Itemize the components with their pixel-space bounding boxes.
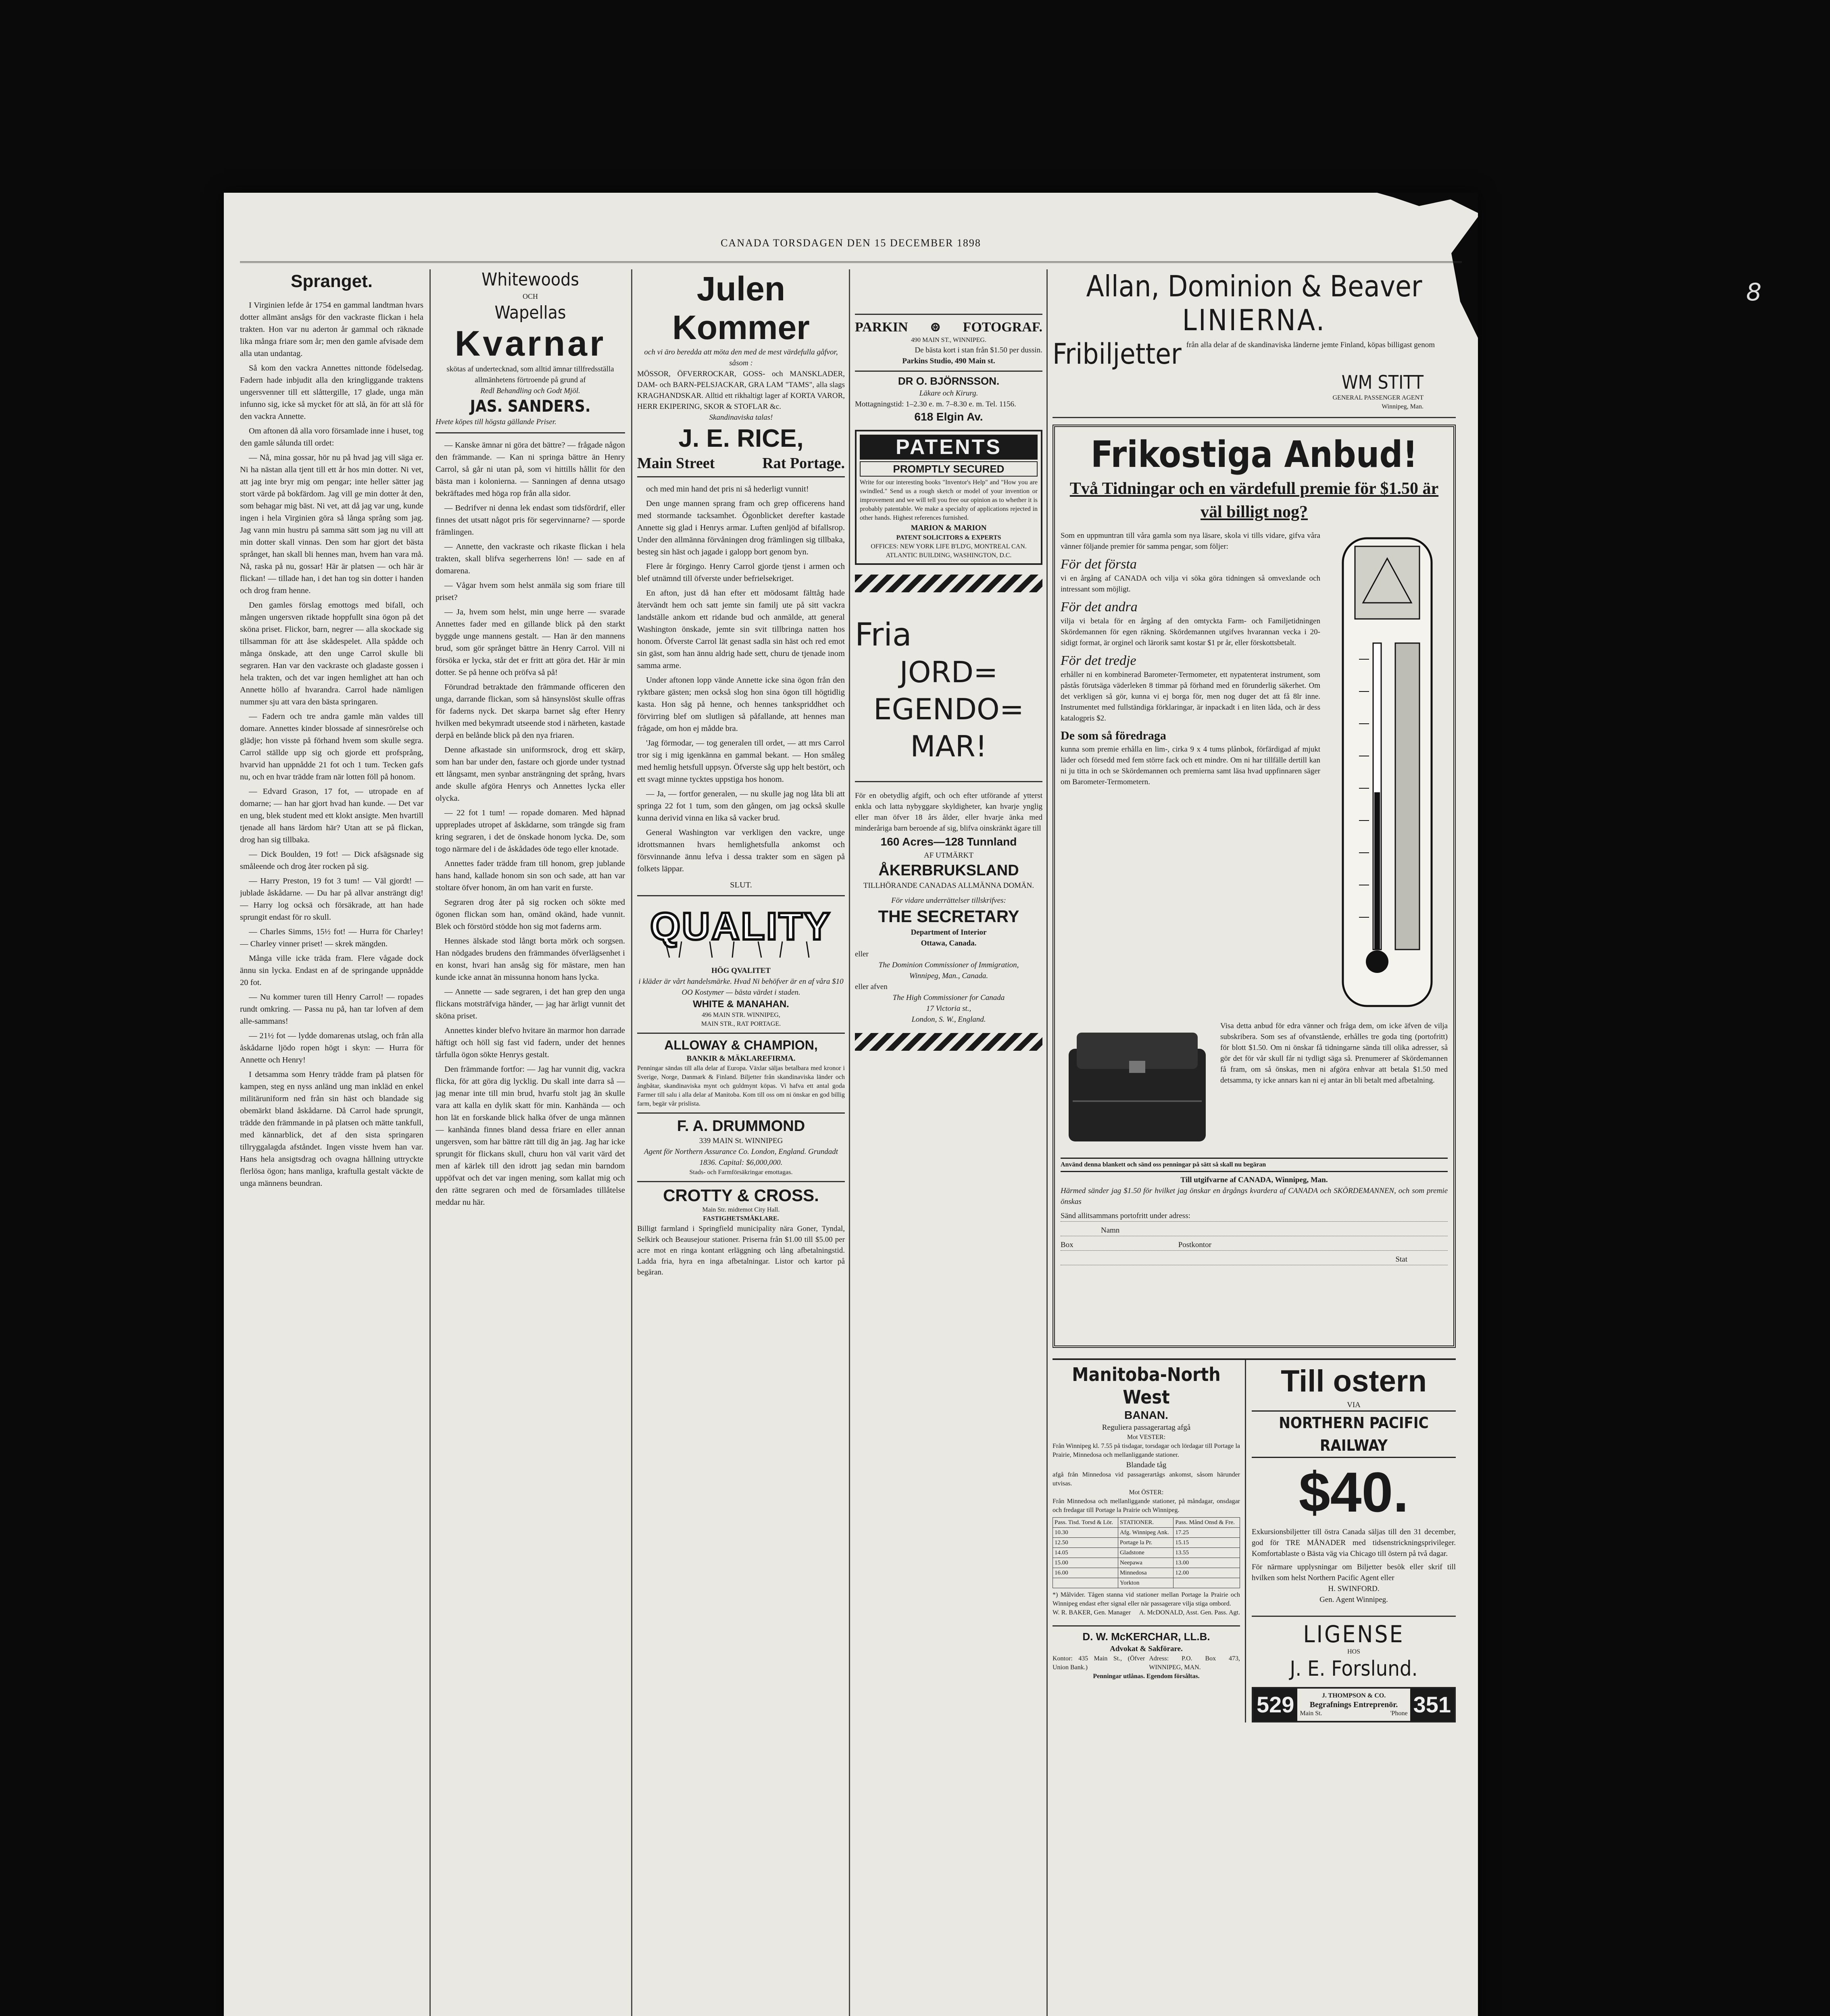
story-paragraph: Så kom den vackra Annettes nittonde födelsedag. Fadern hade inbjudit alla den kringliggande traktens ungersvenner till ett slåttergille, 17 glade, unga män infunno sig, icke så mycket för att slå, än för att slå för den vackra Annette. [240,364,423,421]
story-paragraph: Segraren drog åter på sig rocken och sökte med ögonen flickan som han, omänd okänd, hade vunnit. Blek och förstörd stödde hon sig mot faderns arm. [436,898,625,931]
till-ostern: Till ostern [1281,1364,1427,1398]
frik-3-body: erhåller ni en kombinerad Barometer-Termometer, ett nypatenterat instrument, som påstås förutsäga väderleken 8 timmar på förhand med en förunderlig säkerhet. Om det verkligen så gör, kunna vi ej borga för, men nog duger det att få 8lr inne. Instrumentet med fullständiga förklaringar, är inpackadt i en liten låda, och är dess katalogpris $2. [1061,671,1320,723]
fria-high-city: London, S. W., England. [911,1015,986,1024]
np-more: För närmare upplysningar om Biljetter besök eller skrif till hvilken som helst Northern Pacific Agent eller [1252,1563,1456,1582]
stitt-city: Winnipeg, Man. [1382,403,1424,410]
frik-title: Frikostiga Anbud! [1090,433,1418,476]
frik-form-stat[interactable]: Stat [1061,1254,1448,1265]
timetable-cell: 17.25 [1173,1528,1240,1538]
crotty-addr: Main Str. midtemot City Hall. [702,1206,780,1213]
mnw-baker: W. R. BAKER, Gen. Manager [1053,1609,1131,1616]
story-paragraph: Annettes fader trädde fram till honom, grep jublande hans hand, kallade honom sin son och sade, att han var stoltare öfver honom, än om han varit en furste. [436,859,625,892]
thompson-num2: 351 [1410,1689,1454,1721]
story-paragraph: — Annette, den vackraste och rikaste flickan i hela trakten, skall blifva segerherrens lön! — sade en af domarena. [436,542,625,575]
frib-body: från alla delar af de skandinaviska länderne jemte Finland, köpas billigast genom [1186,341,1435,349]
timetable-cell: Gladstone [1118,1548,1173,1558]
thompson-street: Main St. [1300,1710,1322,1717]
column-5 [1053,269,1456,2016]
timetable-cell: 15.00 [1053,1558,1118,1568]
timetable-cell: 13.55 [1173,1548,1240,1558]
patents-sub: PROMPTLY SECURED [860,461,1038,477]
allan-advert [1053,269,1456,418]
timetable-cell: Afg. Winnipeg Ank. [1118,1528,1173,1538]
parkin-name: PARKIN [855,320,908,335]
mill-ad-title: Kvarnar [454,323,606,363]
story-paragraph: Under aftonen lopp vände Annette icke sina ögon från den ryktbare gästen; men också slog hon sina ögon till högtidlig kasta. Hon såg på henne, och hennes tankspriddhet och förvirring blef om slutligen så påfallande, att hennes man frågade, om hon ej mådde bra. [637,676,845,733]
patents-firm: MARION & MARION [911,524,987,532]
timetable-head: STATIONER. [1118,1518,1173,1528]
timetable-cell: 13.00 [1173,1558,1240,1568]
story-paragraph: Den gamles förslag emottogs med bifall, och mången ungersven riktade hoppfullt sina ögon på det sköna priset. Flickor, barn, negrer — alla skockade sig tillsamman för att åse skådespelet. Alla spådde och många önskade, att den unge Carrol skulle bli segraren. Han var den vackraste och gladaste gossen i hela trakten, och det var ingen hemlighet att han och Annette höllo af hvarandra. Carrol hade nämligen nummer sju att vara den bästa springaren. [240,601,423,706]
frik-2-body: vilja vi betala för en årgång af den omtyckta Farm- och Familjetidningen Skördemannen för egen räkning. Skördemannen utgifves hvarannan vecka i 20-sidigt format, är orginel och lärorik samt kostar $1 pr år, eller förskottsbetalt. [1061,617,1320,647]
timetable-cell: 12.00 [1173,1568,1240,1578]
mnw-body5: Från Minnedosa och mellanliggande stationer, på måndagar, onsdagar och fredagar till Portage la Prairie och Winnipeg. [1053,1498,1240,1514]
column-rule [1046,269,1048,2016]
story-paragraph: En afton, just då han efter ett mödosamt fälttåg hade återvändt hem och satt jemte sin familj ute på sitt vackra landställe ankom ett ridande bud och anmälde, att general Washington önskade, jemte sin svit tillbringa natten hos honom. Öfverste Carrol lät genast sadla sin häst och red emot sin gäst, som han ännu aldrig hade sett, churu de tjenade inom samma arme. [637,589,845,670]
fria-domain: TILLHÖRANDE CANADAS ALLMÄNNA DOMÄN. [863,881,1034,890]
bjornson-advert [855,371,1042,424]
story-paragraph: 'Jag förmodar, — tog generalen till ordet, — att mrs Carrol tror sig i mig igenkänna en gammal bekant. — Hon småleg med hemlig hetsfull uppsyn. Öfverste såg upp helt bestört, och ett svagt minne tycktes uppstiga hos honom. [637,739,845,784]
mcker-addr: Adress: P.O. Box 473, WINNIPEG, MAN. [1149,1655,1240,1671]
story-paragraph: — Fadern och tre andra gamle män valdes till domare. Annettes kinder blossade af sinnesrörelse och glädje; hon visste på förhand hvem som skulle segra. Carrol ställde upp sig och gjorde ett profsprång, hvarvid han uppnådde 21 fot och 1 tum. Tecken gafs nu, och en hvar trädde fram när lotten föll på honom. [240,712,423,781]
torn-corner [1377,193,1478,215]
mill-ad-line3: Wapellas [494,302,566,323]
column-4 [855,269,1042,2016]
crotty-body: Billigt farmland i Springfield municipality nära Goner, Tyndal, Selkirk och Beausejour stationer. Priserna från $1.00 till $5.00 per acre mot en ringa kontant erläggning och lång afbetalningstid. Ladda fria, hyra en inga afbetalningar. Listor och kartor på begäran. [637,1225,845,1277]
fria-line1: Fria [855,617,912,653]
timetable-row [1053,1568,1240,1578]
np-body: Exkursionsbiljetter till östra Canada säljas till den 31 december, god för TRE MÅNADER med tidsenstrickningsprivileger. Komfortablaste o Bästa väg via Chicago till östern på två dagar. [1252,1528,1456,1558]
story-paragraph: — Ja, — fortfor generalen, — nu skulle jag nog låta bli att springa 22 fot 1 tum, som den gången, om jag också skulle kunna derivid vinna en lika så vacker brud. [637,789,845,823]
quality-name: WHITE & MANAHAN. [693,999,789,1010]
fria-comm-city: Winnipeg, Man., Canada. [909,972,988,980]
story-paragraph: Om aftonen då alla voro församlade inne i huset, tog den gamle sålunda till ordet: [240,427,423,448]
bjornson-hours: Mottagningstid: 1–2.30 e. m. 7–8.30 e. m. Tel. 1156. [855,400,1016,408]
crotty-sub: FASTIGHETSMÄKLARE. [703,1215,779,1222]
rice-ad-sub: och vi äro beredda att möta den med de mest värdefulla gåfvor, såsom : [644,348,838,367]
frib-word: Fribiljetter [1053,337,1182,371]
rice-ad-lang: Skandinaviska talas! [709,413,773,422]
timetable-cell: 14.05 [1053,1548,1118,1558]
patents-addr: OFFICES: NEW YORK LIFE B'LD'G, MONTREAL CAN. ATLANTIC BUILDING, WASHINGTON, D.C. [871,543,1027,559]
story-paragraph: — Annette — sade segraren, i det han grep den unga flickans motsträfviga händer, — jag har ärligt vunnit det sköna priset. [436,987,625,1020]
fria-body: För en obetydlig afgift, och och efter utförande af ytterst enkla och latta nybyggare skyldigheter, kan hvarje ynglig eller man öfver 18 års ålder, eller hvarje änka med minderåriga barn beroende af sig, blifva oinskränkt ägare till [855,791,1042,833]
mnw-body2: Mot VESTER: [1127,1434,1166,1441]
story-paragraph: I Virginien lefde år 1754 en gammal landtman hvars dotter allmänt ansågs för den vackraste flickan i hela trakten. Hon var nu aderton år gammal och räknade lika många friare som år; men den gamle afvisade dem alla utan undantag. [240,301,423,358]
frik-form-namn[interactable]: Namn [1061,1225,1448,1236]
story-paragraph: — Nu kommer turen till Henry Carrol! — ropades rundt omkring. — Passa nu på, han tar lofven af dem alle-sammans! [240,993,423,1026]
mill-ad-name: JAS. SANDERS. [470,397,591,416]
wallet-illustration [1061,1020,1214,1154]
allan-sub: LINIERNA. [1182,303,1326,337]
fria-advert [855,575,1042,1051]
mill-ad-body: skötas af undertecknad, som alltid ämnar tillfredsställa allmänhetens förtroende på grund af [446,365,614,384]
story-paragraph: General Washington var verkligen den vackre, unge idrottsmannen hvars hemlighetsfulla ankomst och försvinnande ännu lefva i dessa trakter som en sägen på folkets läppar. [637,828,845,873]
frik-form-box[interactable]: Box [1061,1241,1073,1249]
alloway-title: ALLOWAY & CHAMPION, [664,1038,818,1052]
timetable-row [1053,1538,1240,1548]
mill-advert [436,269,625,433]
story-paragraph: Annettes kinder blefvo hvitare än marmor hon darrade häftigt och höll sig fast vid fadern, under det hennes tårfulla ögon sökte Henrys gestalt. [436,1026,625,1059]
quality-addr2: MAIN STR., RAT PORTAGE. [701,1020,781,1027]
frik-form-body: Härmed sänder jag $1.50 för hvilket jag önskar en årgångs kvardera af CANADA och SKÖRDEMANNEN, och som premie önskas [1061,1187,1448,1206]
drummond-addr: 339 MAIN St. WINNIPEG [699,1137,783,1145]
fria-comm: The Dominion Commissioner of Immigration, [878,961,1019,969]
story-paragraph: — Bedrifver ni denna lek endast som tidsfördrif, eller finnes det utsatt något pris för segervinnarne? — sporde främlingen. [436,504,625,537]
stitt-title: GENERAL PASSENGER AGENT [1332,394,1424,401]
frik-form-sand: Sänd allitsammans portofritt under adress: [1061,1210,1448,1222]
license-advert [1252,1616,1456,1681]
thompson-name: J. THOMPSON & CO. [1321,1692,1386,1699]
column-story-2 [436,269,625,2016]
alloway-sub: BANKIR & MÄKLAREFIRMA. [686,1054,796,1063]
fria-line4: MAR! [910,729,987,763]
stitt-name: WM STITT [1341,371,1424,393]
timetable-head: Pass. Månd Onsd & Fre. [1173,1518,1240,1528]
bjornson-name: DR O. BJÖRNSSON. [898,375,1000,387]
quality-body: i kläder är vårt handelsmärke. Hvad Ni behöfver är en af våra $10 OO Kostymer — bästa värdet i staden. [638,977,844,997]
drummond-name: F. A. DRUMMOND [677,1118,805,1135]
frik-sub: Två Tidningar och en värdefull premie för $1.50 är väl billigt nog? [1069,479,1439,521]
frik-form-note: Använd denna blankett och sänd oss penningar på sätt så skall nu begäran [1061,1158,1448,1172]
drummond-advert [637,1112,845,1177]
fria-eller1: eller [855,950,869,958]
drummond-body: Agent för Northern Assurance Co. London, England. Grundadt 1836. Capital: $6,000,000. [644,1148,838,1167]
parkin-addr: 490 MAIN ST., WINNIPEG. [911,337,986,344]
masthead: CANADA TORSDAGEN DEN 15 DECEMBER 1898 [240,237,1462,263]
rice-ad-city: Rat Portage. [762,455,845,472]
story-paragraph: Flere år förgingo. Henry Carrol gjorde tjenst i armen och blef utnämnd till öfverste under befrielsekriget. [637,562,845,583]
timetable-head: Pass. Tisd. Torsd & Lör. [1053,1518,1118,1528]
quality-addr1: 496 MAIN STR. WINNIPEG, [702,1012,780,1018]
timetable-cell [1173,1578,1240,1588]
mnw-oster: Mot ÖSTER: [1129,1489,1164,1496]
thompson-num1: 529 [1253,1689,1297,1721]
timetable-cell: 12.50 [1053,1538,1118,1548]
parkin-body: De bästa kort i stan från $1.50 per dussin. [915,346,1042,354]
story-paragraph: — Kanske ämnar ni göra det bättre? — frågade någon den främmande. — Kan ni springa bättre än Henry Carrol, så går ni utan på, som vi hittills hållit för den bästa man i kolonierna. — Sanningen af denna utsago bekräftades med höga rop från alla sidor. [436,441,625,498]
story-paragraph: — Ja, hvem som helst, min unge herre — svarade Annettes fader med en gillande blick på den starkt byggde unge mannens gestalt. — Han är den mannens brud, som gör språnget bättre än Henry Carrol. Vill ni försöka er lycka, står det er fritt att göra det. Här är min dotter. Se på henne och pröfva så på! [436,608,625,677]
fria-city: Ottawa, Canada. [921,939,977,948]
mnw-title: Manitoba-North West [1072,1364,1221,1408]
patents-firm-sub: PATENT SOLICITORS & EXPERTS [896,534,1001,541]
fria-line2: JORD= [899,655,998,689]
drummond-note: Stads- och Farmförsäkringar emottagas. [689,1169,793,1176]
frik-visa: Visa detta anbud för edra vänner och fråga dem, om icke äfven de vilja subskribera. Som ses af ofvanstående, erhålles tre goda ting (portofritt) för blott $1.50. Om ni önskar få tidningarne sända till olika adresser, så gör det för vår skull får ni tydligt säga så. Prenumerer af Skördemannen få fram, om så önskas, men ni afgöra enhvar att betala $1.50 med detsamma, ty icke annars kan ni ej antar än bli betalt med afbetalning. [1220,1022,1448,1085]
fria-line3: EGENDO= [873,692,1024,726]
thompson-phone-label: 'Phone [1390,1710,1408,1717]
np-agent-title: Gen. Agent Winnipeg. [1319,1595,1388,1604]
mnw-mcdonald: A. McDONALD, Asst. Gen. Pass. Agt. [1139,1609,1240,1616]
mill-ad-line1: Whitewoods [481,269,579,290]
quality-advert [637,895,845,1029]
rice-ad-items: MÖSSOR, ÖFVERROCKAR, GOSS- och MANSKLADER, DAM- och BARN-PELSJACKAR, GRA LAM "TAMS", alla slags KRAGHANDSKAR. Alltid ett rikhaltigt lager af KORTA VAROR, HERR EKIPERING, SKOR & STOFLAR &c. [637,370,845,411]
quality-sub: HÖG QVALITET [711,966,771,975]
story-paragraph: I detsamma som Henry trädde fram på platsen för kampen, steg en nyss anländ ung man inkläd en enkel militäruniform ned från sin häst och blandade sig obemärkt bland åskådarne. Då Carrol hade sprungit, trädde den främmande in på platsen och mätte tankfull, med kännarblick, det af den sista springaren tillryggalagda afståndet. Ingen visste hvem han var. Hans hela ansigtsdrag och ovagna hållning uttryckte flerlösa ögon; hans manliga, kraftulla gestalt väckte de unga männens beundran. [240,1070,423,1188]
fria-acres: 160 Acres—128 Tunnland [880,835,1017,848]
story-paragraph: Denne afkastade sin uniformsrock, drog ett skärp, som han bar under den, fastare och gjorde under tystnad ett långsamt, men synbar ansträngning det språng, hvars ande skulle afgöra Henrys och Annettes lycka eller olycka. [436,746,625,803]
frik-1-body: vi en årgång af CANADA och vilja vi söka göra tidningen så omvexlande och intressant som möjligt. [1061,574,1320,594]
fria-high: The High Commissioner for Canada [892,993,1005,1002]
barometer-thermometer-illustration [1327,530,1448,1014]
fria-more: För vidare underrättelser tillskrifves: [891,896,1006,905]
mnw-body3: Från Winnipeg kl. 7.55 på tisdagar, torsdagar och lördagar till Portage la Prairie, Minnedosa och mellanliggande stationer. [1053,1443,1240,1458]
fria-utmarkt: AF UTMÄRKT [924,851,973,860]
camera-icon: ⊛ [930,320,941,335]
frik-3-head: För det tredje [1061,653,1136,668]
mnw-body4: afgå från Minnedosa vid passagerartågs ankomst, såsom härunder utvisas. [1053,1471,1240,1487]
quality-illustration [637,901,845,962]
timetable-cell: 15.15 [1173,1538,1240,1548]
story-paragraph: — Vågar hvem som helst anmäla sig som friare till priset? [436,581,625,602]
story-paragraph: Förundrad betraktade den främmande officeren den unga, darrande flickan, som så hänsynslöst skulle offras för faderns nyck. Det skarpa barnet såg efter Henry hvilken med bekymradt utseende stod i närheten, kastade derpå en belånde blick på den nya friaren. [436,683,625,740]
story-paragraph: — 21½ fot — lydde domarenas utslag, och från alla åskådarne ljödo ropen högt i skyn: — Hurra för Annette och Henry! [240,1031,423,1064]
license-hos: HOS [1347,1648,1360,1655]
mill-ad-note: Hvete köpes till högsta gällande Priser. [436,418,557,426]
timetable-cell [1053,1578,1118,1588]
patents-title: PATENTS [860,435,1038,460]
mnw-sub: BANAN. [1124,1409,1168,1421]
story-end: SLUT. [730,881,752,889]
license-name: J. E. Forslund. [1290,1657,1418,1681]
np-agent: H. SWINFORD. [1328,1585,1380,1593]
thompson-kind: Begrafnings Entreprenör. [1309,1700,1398,1709]
fria-dept: Department of Interior [911,928,987,937]
fria-high-addr: 17 Victoria st., [926,1004,971,1013]
mcker-note: Penningar utlånas. Egendom försåltas. [1093,1673,1200,1680]
timetable-row [1053,1548,1240,1558]
rice-ad-street: Main Street [637,455,715,472]
timetable-row [1053,1558,1240,1568]
via: VIA [1347,1401,1361,1409]
timetable-row [1053,1528,1240,1538]
thompson-advert [1252,1687,1456,1722]
timetable-cell: Portage la Pr. [1118,1538,1173,1548]
crotty-name: CROTTY & CROSS. [663,1186,819,1205]
timetable [1053,1517,1240,1588]
allan-title: Allan, Dominion & Beaver [1086,269,1422,303]
timetable-cell: 10.30 [1053,1528,1118,1538]
crotty-advert [637,1181,845,1278]
column-story-1 [240,269,423,2016]
story-paragraph: Många ville icke träda fram. Flere vågade dock ännu sin lycka. Endast en af de springande uppnådde 20 fot. [240,954,423,987]
alloway-body: Penningar sändas till alla delar af Europa. Växlar säljas betalbara med kronor i Sverige, Norge, Danmark & Finland. Biljetter från skandinaviska länder och ångbåtar, skandinaviska mynt och guldmynt köpas. Vi hafva ett antal goda Farmer till salu i alla delar af Manitoba. Kom till oss om ni önskar en god billig farm, begär vår prislista. [637,1065,845,1107]
frik-form-to: Till utgifvarne af CANADA, Winnipeg, Man. [1180,1176,1328,1184]
frikostiga-advert [1053,425,1456,1348]
rice-ad-name: J. E. RICE, [678,425,804,452]
story-paragraph: Den främmande fortfor: — Jag har vunnit dig, vackra flicka, för att göra dig lycklig. Du skall inte darra så — jag menar inte till min brud, hvarfu stolt jag än skulle vara att kalla en dylik skatt för min. Kanhända — och hon lät en forskande blick halka öfver de unga männen — kanhända finnes bland dessa friare en eller annan ungersven, som har bättre rätt till dig än jag. Jag har icke sprungit för flickans skull, churu hon väl varit värd det men af kärlek till den idrott jag sedan min barndom uppöfvat och det var ingen mening, som kallat mig och den rätte segraren och med de församlades tillåtelse meddar nu här. [436,1065,625,1207]
fria-sec: THE SECRETARY [878,907,1019,926]
price: $40. [1299,1460,1409,1524]
story-paragraph: — Harry Preston, 19 fot 3 tum! — Väl gjordt! — jublade åskådarne. — Du har på allvar ansträngt dig! — Harry log ocksä och försäkrade, att han hade sprungit endast för ro skull. [240,877,423,922]
story-title: Spranget. [291,271,373,291]
mnw-blandade: Blandade tåg [1126,1461,1167,1469]
timetable-cell: Minnedosa [1118,1568,1173,1578]
parkin-kind: FOTOGRAF. [963,320,1042,335]
frik-4-body: kunna som premie erhålla en lim-, cirka 9 x 4 tums plånbok, förfärdigad af mjukt läder och försedd med fem större fack och ett mindre. Om ni har tillfälle dertill kan ni ju titta in och se Skördemannen och premierna samt läsa hvad uppfinnaren säger om Barometer-Termometern. [1061,745,1320,786]
patents-advert [855,430,1042,565]
rice-ad-title: Julen Kommer [672,270,810,346]
mnw-note: *) Målvider. Tågen stanna vid stationer mellan Portage la Prairie och Winnipeg endast efter signal eller när passagerare vilja stiga ombord. [1053,1591,1240,1607]
timetable-cell: Neepawa [1118,1558,1173,1568]
mckerchar-advert [1053,1625,1240,1681]
frik-4-head: De som så föredraga [1061,729,1166,742]
mnw-advert [1053,1360,1246,1722]
ornament-border [855,1033,1042,1051]
mnw-body1: Reguliera passagerartag afgå [1102,1423,1191,1432]
mcker-name: D. W. McKERCHAR, LL.B. [1082,1631,1210,1643]
frik-2-head: För det andra [1061,600,1138,614]
quality-word: QUALITY [650,905,832,948]
alloway-advert [637,1033,845,1108]
story-paragraph: Hennes älskade stod långt borta mörk och sorgsen. Han nödgades brudens den främmandes öfverlägsenhet i en konst, hvari han ansåg sig för mästare, men han kunde icke annat än missunna honom hans lycka. [436,937,625,982]
story-paragraph: och med min hand det pris ni så hederligt vunnit! [646,485,809,494]
timetable-row [1053,1578,1240,1588]
np-rail: NORTHERN PACIFIC RAILWAY [1252,1410,1456,1458]
frik-1-head: För det första [1061,557,1137,572]
page-number: 8 [1746,278,1762,306]
timetable-cell: Yorkton [1118,1578,1173,1588]
license-title: LIGENSE [1303,1620,1405,1648]
northern-pacific-advert [1246,1360,1456,1722]
parkin-studio: Parkins Studio, 490 Main st. [902,357,995,365]
ornament-border [855,575,1042,592]
column-rule [849,269,850,2016]
fria-eller2: eller afven [855,983,888,991]
story-paragraph: — Nå, mina gossar, hör nu på hvad jag vill säga er. Ni ha nästan alla tjent till ett år hos min dotter. Ni vet, att jag inte bryr mig om pengar; inte heller sätter jag stort värde på bokfärdom. Jag vill ge min dotter åt den, som behagar mig bäst. Ni vet, att då jag var ung, kunde ingen i hela Virginien göra så långa språng som jag. Jag vann min hustru på samma sätt som jag nu vill att min dotter skall vinnas. Den som har gjort det bästa språnget, han skall bli hennes man, hvem han vara må. Nå, raska på nu, gossar! Här är platsen — och här är flickan! — tillade han, i det han tog sin dotter i handen och drog fram henne. [240,453,423,595]
rice-advert [637,269,845,477]
column-3 [637,269,845,2016]
patents-body: Write for our interesting books "Inventor's Help" and "How you are swindled." Send us a rough sketch or model of your invention or improvement and we will tell you free our opinion as to whether it is probably patentable. We make a specialty of applications rejected in other hands. Highest references furnished. [860,479,1038,521]
story-paragraph: — Charles Simms, 15½ fot! — Hurra för Charley! — Charley vinner priset! — skrek mängden. [240,927,423,948]
story-paragraph: — Edvard Grason, 17 fot, — utropade en af domarne; — han har gjort hvad han kunde. — Det var en ung, blek student med ett klokt ansigte. Men hvartill tjenade all hans lärdom här? Utan att se på flickan, drog han sig tillbaka. [240,787,423,844]
story-paragraph: Den unge mannen sprang fram och grep officerens hand med stormande tacksamhet. Ögonblicket derefter kastade Annette sig glad i Henrys armar. Luften genljöd af bifallsrop. Under den allmänna förvåningen drog främlingen sig tillbaka, besteg sin häst och jagade i galopp bort genom byn. [637,499,845,556]
mill-ad-line2: OCH [522,292,538,300]
story-paragraph: — 22 fot 1 tum! — ropade domaren. Med häpnad uppreplades utropet af åskådarne, som trängde sig fram kring segraren, i det de önskade honom lycka. De, som togo närmare del i de åskådades öde tego eller knotade. [436,808,625,854]
column-rule [631,269,632,2016]
frik-form-post[interactable]: Postkontor [1178,1241,1212,1249]
fria-land: ÅKERBRUKSLAND [878,862,1019,879]
bjornson-kind: Läkare och Kirurg. [919,389,978,398]
story-paragraph: — Dick Boulden, 19 fot! — Dick afsägsnade sig småleende och drog åter rocken på sig. [240,850,423,871]
parkin-advert [855,314,1042,367]
timetable-cell: 16.00 [1053,1568,1118,1578]
bjornson-addr: 618 Elgin Av. [914,410,983,423]
mcker-kontor: Kontor: 435 Main St., (Öfver Union Bank.) [1053,1655,1145,1671]
frik-intro: Som en uppmuntran till våra gamla som nya läsare, skola vi tills vidare, gifva våra vänner följande premier för samma pengar, som följer: [1061,531,1320,551]
newspaper-page [224,193,1478,2016]
mill-ad-slogan: Redl Behandling och Godt Mjöl. [480,387,580,395]
mcker-title: Advokat & Sakförare. [1110,1645,1183,1653]
column-rule [429,269,431,2016]
